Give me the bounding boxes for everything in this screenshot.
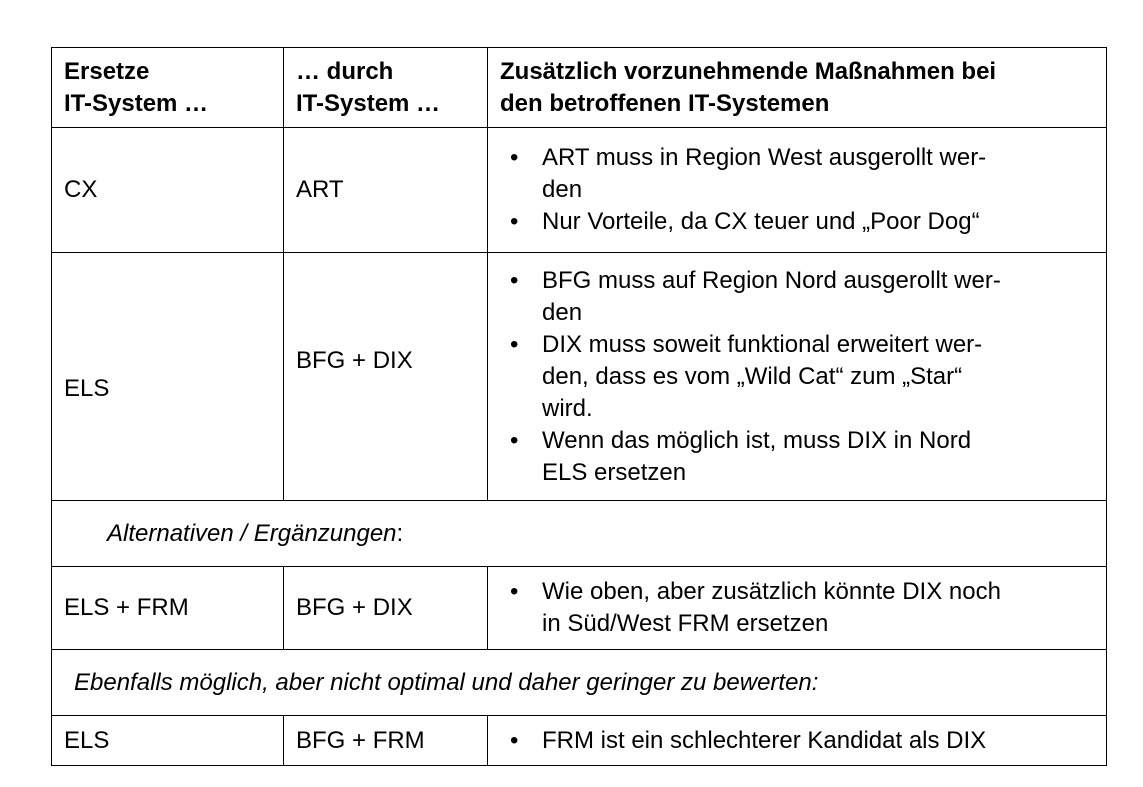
- bullet-glyph: •: [510, 208, 519, 235]
- separator-colon: :: [396, 519, 404, 547]
- list-item: [500, 265, 1106, 329]
- replace-system-cell: ELS: [52, 716, 284, 766]
- replace-system-cell: ELS + FRM: [52, 567, 284, 650]
- separator-label: [52, 501, 1107, 567]
- table-row: [52, 567, 1107, 650]
- bullet-list: [500, 725, 1106, 757]
- header-replace-system: Ersetze IT-System …: [52, 48, 284, 128]
- separator-text: Alternativen / Ergänzungen: [107, 519, 397, 547]
- bullet-glyph: •: [510, 426, 519, 454]
- list-item-text: BFG muss auf Region Nord ausgerollt wer- den: [542, 266, 1001, 326]
- separator-row-alternatives: [52, 501, 1107, 567]
- replace-system-cell: ELS: [52, 253, 284, 501]
- by-system-cell: BFG + DIX: [284, 253, 488, 501]
- table-row: [52, 716, 1107, 766]
- measures-cell: [488, 253, 1107, 501]
- list-item: [500, 576, 1106, 640]
- replace-system-cell: CX: [52, 128, 284, 253]
- by-system-cell: ART: [284, 128, 488, 253]
- header-row: [52, 48, 1107, 128]
- bullet-list: [500, 265, 1106, 489]
- header-by-system: … durch IT-System …: [284, 48, 488, 128]
- measures-cell: [488, 716, 1107, 766]
- by-system-cell: BFG + DIX: [284, 567, 488, 650]
- list-item: [500, 725, 1106, 757]
- bullet-glyph: •: [510, 578, 519, 605]
- table-row: [52, 128, 1107, 253]
- bullet-glyph: •: [510, 144, 519, 171]
- bullet-list: [500, 142, 1106, 238]
- separator-label: Ebenfalls möglich, aber nicht optimal und daher geringer zu bewerten:: [52, 650, 1107, 716]
- list-item: [500, 329, 1106, 425]
- separator-row-also-possible: [52, 650, 1107, 716]
- measures-cell: [488, 128, 1107, 253]
- bullet-glyph: •: [510, 330, 519, 358]
- table-row: [52, 253, 1107, 501]
- measures-table: [51, 47, 1107, 766]
- list-item: [500, 142, 1106, 206]
- list-item-text: FRM ist ein schlechterer Kandidat als DIX: [542, 726, 987, 754]
- list-item-text: DIX muss soweit funktional erweitert wer- den, dass es vom „Wild Cat“ zum „Star“ wird.: [542, 330, 983, 422]
- bullet-glyph: •: [510, 266, 519, 294]
- list-item-text: Wie oben, aber zusätzlich könnte DIX noch in Süd/West FRM ersetzen: [542, 578, 1001, 637]
- header-additional-measures: Zusätzlich vorzunehmende Maßnahmen bei den betroffenen IT-Systemen: [488, 48, 1107, 128]
- bullet-list: [500, 576, 1106, 640]
- bullet-glyph: •: [510, 726, 519, 754]
- list-item: [500, 206, 1106, 238]
- measures-cell: [488, 567, 1107, 650]
- list-item: [500, 425, 1106, 489]
- list-item-text: Wenn das möglich ist, muss DIX in Nord ELS ersetzen: [542, 426, 972, 486]
- list-item-text: ART muss in Region West ausgerollt wer- den: [542, 144, 987, 203]
- by-system-cell: BFG + FRM: [284, 716, 488, 766]
- list-item-text: Nur Vorteile, da CX teuer und „Poor Dog“: [542, 208, 980, 235]
